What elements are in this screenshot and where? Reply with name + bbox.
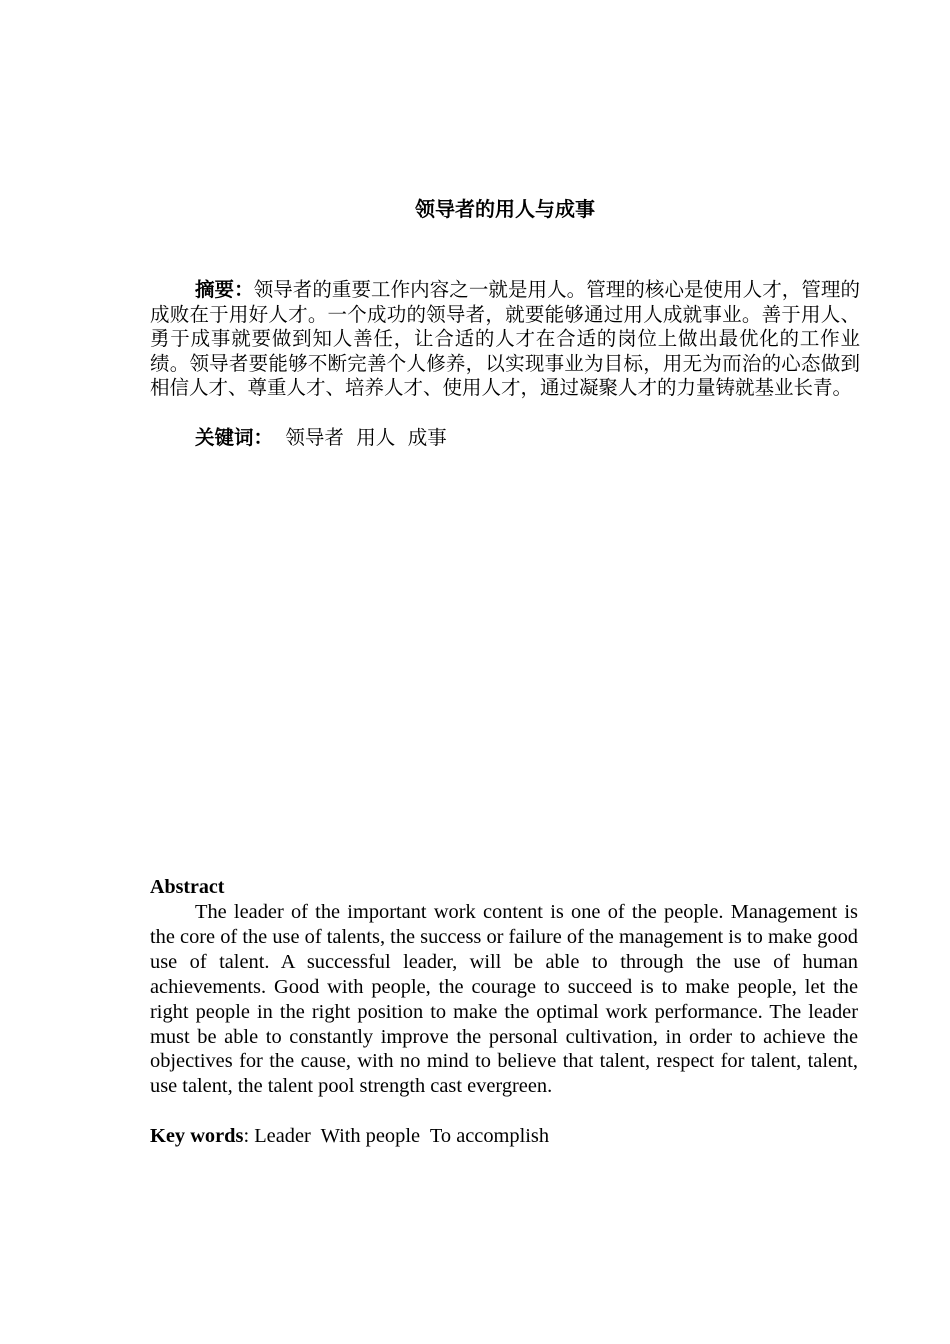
- english-keywords: [150, 1124, 549, 1149]
- english-abstract-text: The leader of the important work content is one of the people. Management is the core of the use of talents, the success or failure of the management is to make good use of talent. A successful leader, will be able to through the use of human achievements. Good with people, the courage to succeed is to make people, let the right people in the right position to make the optimal work performance. The leader must be able to constantly improve the personal cultivation, in order to achieve the objectives for the cause, with no mind to believe that talent, respect for talent, talent, use talent, the talent pool strength cast evergreen.: [150, 901, 858, 1098]
- chinese-abstract-label: 摘要：: [195, 278, 254, 301]
- chinese-abstract: [150, 278, 860, 401]
- chinese-keywords-text: 领导者 用人 成事: [273, 426, 447, 449]
- chinese-abstract-text: 领导者的重要工作内容之一就是用人。管理的核心是使用人才，管理的成败在于用好人才。一个成功的领导者，就要能够通过用人成就事业。善于用人、勇于成事就要做到知人善任，让合适的人才在合适的岗位上做出最优化的工作业绩。领导者要能够不断完善个人修养，以实现事业为目标，用无为而治的心态做到相信人才、尊重人才、培养人才、使用人才，通过凝聚人才的力量铸就基业长青。: [150, 278, 860, 400]
- english-abstract-heading: Abstract: [150, 876, 225, 898]
- chinese-keywords: [195, 426, 447, 451]
- english-keywords-text: : Leader With people To accomplish: [243, 1125, 550, 1147]
- page-title-chinese: 领导者的用人与成事: [415, 197, 595, 221]
- english-keywords-label: Key words: [150, 1125, 244, 1147]
- chinese-keywords-label: 关键词：: [195, 426, 274, 449]
